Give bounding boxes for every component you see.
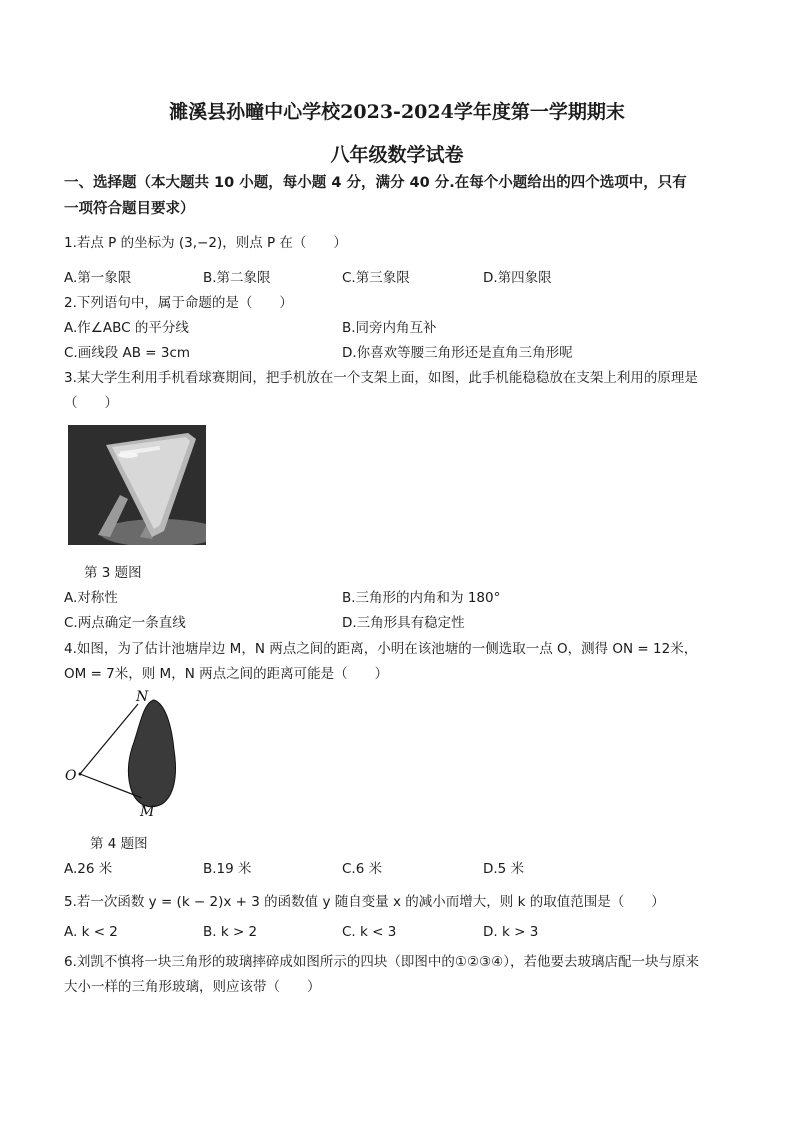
- q3-option-a: A.对称性: [64, 590, 118, 606]
- q1-option-d: D.第四象限: [483, 270, 552, 286]
- point-o: [79, 773, 82, 776]
- q4-option-c: C.6 米: [342, 861, 383, 877]
- question-6-stem-line2: 大小一样的三角形玻璃，则应该带（ ）: [64, 979, 321, 995]
- exam-title-line2: 八年级数学试卷: [330, 144, 464, 166]
- q2-option-c: C.画线段 AB = 3cm: [64, 345, 191, 361]
- question-6-stem-line1: 6.刘凯不慎将一块三角形的玻璃摔碎成如图所示的四块（即图中的①②③④），若他要去玻璃店配一块与原来: [64, 954, 700, 970]
- q3-caption: 第 3 题图: [84, 565, 142, 581]
- section-heading-line1: 一、选择题（本大题共 10 小题，每小题 4 分，满分 40 分.在每个小题给出的四个选项中，只有: [64, 175, 687, 191]
- question-4-stem-line1: 4.如图，为了估计池塘岸边 M，N 两点之间的距离，小明在该池塘的一侧选取一点 O，测得 ON = 12米，: [64, 641, 698, 657]
- q4-option-d: D.5 米: [483, 861, 525, 877]
- exam-title-line1: 濉溪县孙疃中心学校2023-2024学年度第一学期期末: [169, 101, 625, 123]
- phone-stand-image: [68, 425, 206, 545]
- q5-option-a: A. k < 2: [64, 924, 118, 940]
- pond-shape: [128, 700, 175, 807]
- q4-caption: 第 4 题图: [90, 836, 148, 852]
- q4-option-a: A.26 米: [64, 861, 113, 877]
- question-2-stem: 2.下列语句中，属于命题的是（ ）: [64, 295, 293, 311]
- q3-option-b: B.三角形的内角和为 180°: [342, 590, 501, 606]
- question-4-stem-line2: OM = 7米，则 M，N 两点之间的距离可能是（ ）: [64, 666, 389, 682]
- label-m: M: [140, 804, 155, 820]
- question-3-stem-line2: （ ）: [64, 395, 118, 411]
- q5-option-d: D. k > 3: [483, 924, 539, 940]
- section-heading-line2: 一项符合题目要求）: [64, 201, 195, 217]
- q2-option-b: B.同旁内角互补: [342, 320, 437, 336]
- q1-option-b: B.第二象限: [203, 270, 271, 286]
- q3-option-c: C.两点确定一条直线: [64, 615, 186, 631]
- question-3-stem-line1: 3.某大学生利用手机看球赛期间，把手机放在一个支架上面，如图，此手机能稳稳放在支架上利用的原理是: [64, 370, 698, 386]
- label-n: N: [136, 689, 149, 705]
- q1-option-a: A.第一象限: [64, 270, 132, 286]
- q5-option-c: C. k < 3: [342, 924, 397, 940]
- question-1-stem: 1.若点 P 的坐标为 (3,−2)，则点 P 在（ ）: [64, 235, 347, 251]
- q2-option-a: A.作∠ABC 的平分线: [64, 320, 189, 336]
- q5-option-b: B. k > 2: [203, 924, 258, 940]
- pond-diagram: [62, 688, 192, 823]
- q2-option-d: D.你喜欢等腰三角形还是直角三角形呢: [342, 345, 573, 361]
- q1-option-c: C.第三象限: [342, 270, 410, 286]
- q3-option-d: D.三角形具有稳定性: [342, 615, 465, 631]
- phone-on-stand-photo: [68, 425, 206, 545]
- label-o: O: [65, 768, 77, 784]
- q4-option-b: B.19 米: [203, 861, 252, 877]
- question-5-stem: 5.若一次函数 y = (k − 2)x + 3 的函数值 y 随自变量 x 的减小而增大，则 k 的取值范围是（ ）: [64, 894, 665, 910]
